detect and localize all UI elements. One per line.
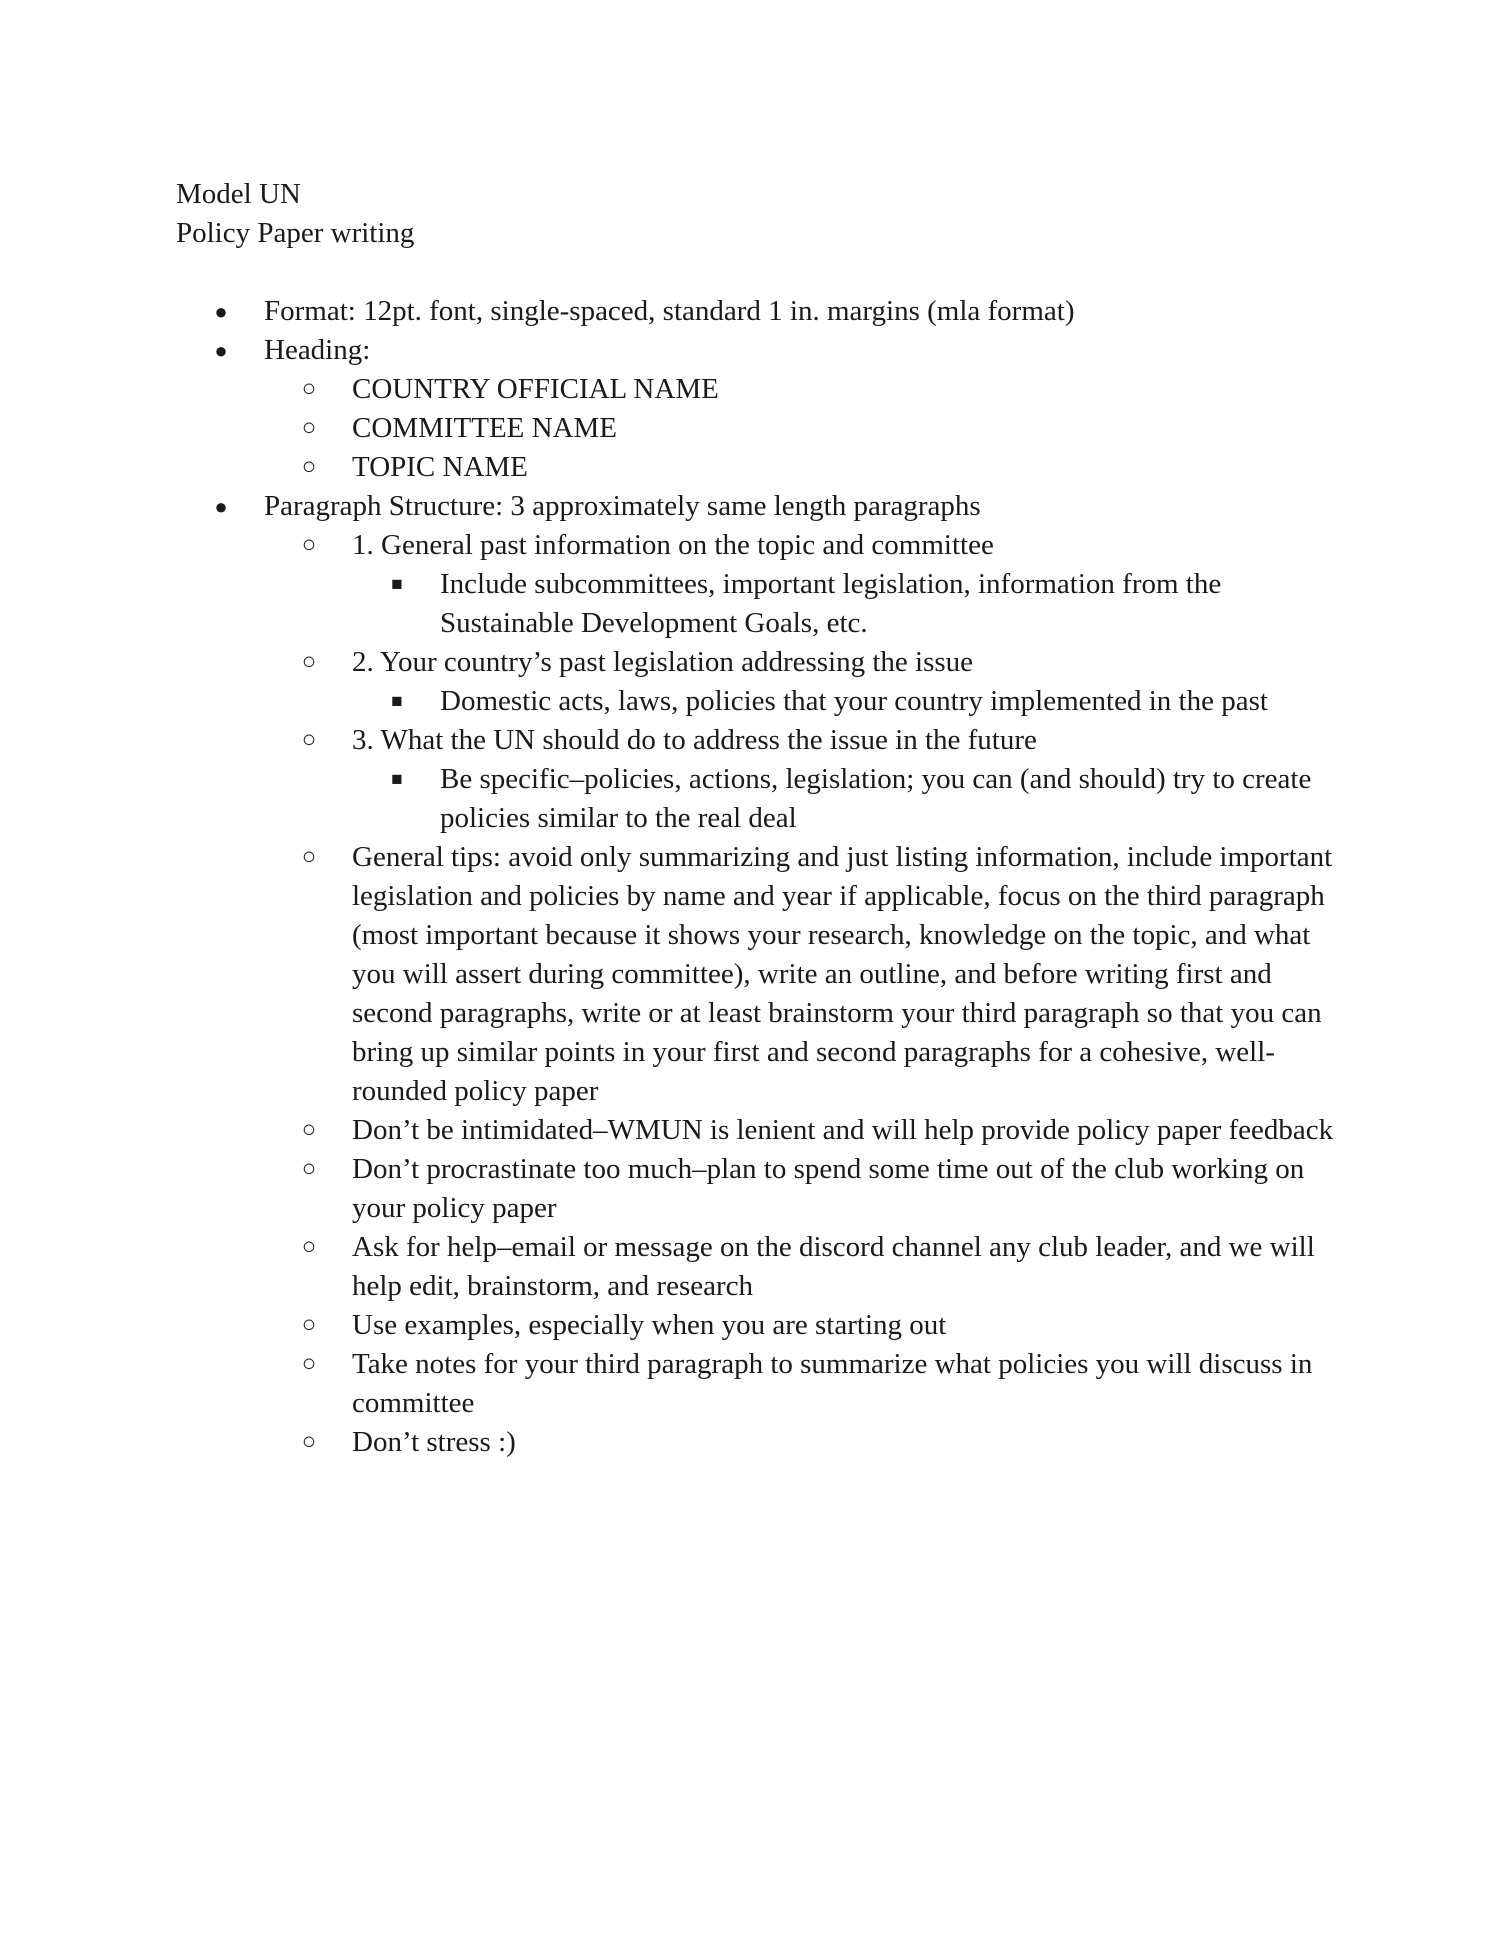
paragraph-2-detail: Domestic acts, laws, policies that your country implemented in the past xyxy=(440,685,1268,717)
list-item-tip xyxy=(264,1150,1336,1228)
list-item-tip xyxy=(264,1111,1336,1150)
tip-text: Ask for help–email or message on the discord channel any club leader, and we will help edit, brainstorm, and research xyxy=(352,1231,1315,1302)
square-bullet-icon: ■ xyxy=(391,691,403,712)
structure-sublist xyxy=(264,526,1336,1462)
circle-bullet-icon: ○ xyxy=(301,1429,317,1455)
list-item xyxy=(352,682,1336,721)
circle-bullet-icon: ○ xyxy=(301,844,317,870)
circle-bullet-icon: ○ xyxy=(301,1234,317,1260)
circle-bullet-icon: ○ xyxy=(301,1117,317,1143)
circle-bullet-icon: ○ xyxy=(301,1156,317,1182)
paragraph-3-detail: Be specific–policies, actions, legislation; you can (and should) try to create policies similar to the real deal xyxy=(440,763,1312,834)
list-item-tip xyxy=(264,1228,1336,1306)
document-page xyxy=(176,175,1336,1462)
paragraph-1-detail: Include subcommittees, important legislation, information from the Sustainable Development Goals, etc. xyxy=(440,568,1222,639)
list-item-tip xyxy=(264,1345,1336,1423)
heading-item-text: COUNTRY OFFICIAL NAME xyxy=(352,373,719,405)
paragraph-1-sublist xyxy=(352,565,1336,643)
paragraph-2-text: 2. Your country’s past legislation addressing the issue xyxy=(352,646,974,678)
document-subtitle: Policy Paper writing xyxy=(176,217,415,249)
circle-bullet-icon: ○ xyxy=(301,532,317,558)
tip-text: Use examples, especially when you are starting out xyxy=(352,1309,947,1341)
disc-bullet-icon: ● xyxy=(214,494,228,519)
tip-text: Don’t stress :) xyxy=(352,1426,516,1458)
circle-bullet-icon: ○ xyxy=(301,415,317,441)
list-item-tip xyxy=(264,1423,1336,1462)
list-item xyxy=(352,565,1336,643)
list-item xyxy=(264,370,1336,409)
tip-text: Don’t be intimidated–WMUN is lenient and will help provide policy paper feedback xyxy=(352,1114,1334,1146)
list-item-paragraph-1 xyxy=(264,526,1336,643)
list-item-tip xyxy=(264,838,1336,1111)
list-item-format xyxy=(176,292,1336,331)
circle-bullet-icon: ○ xyxy=(301,454,317,480)
list-item-tip xyxy=(264,1306,1336,1345)
circle-bullet-icon: ○ xyxy=(301,1312,317,1338)
circle-bullet-icon: ○ xyxy=(301,727,317,753)
heading-sublist xyxy=(264,370,1336,487)
heading-label: Heading: xyxy=(264,334,371,366)
disc-bullet-icon: ● xyxy=(214,299,228,324)
heading-item-text: TOPIC NAME xyxy=(352,451,528,483)
heading-item-text: COMMITTEE NAME xyxy=(352,412,618,444)
disc-bullet-icon: ● xyxy=(214,338,228,363)
main-list xyxy=(176,292,1336,1462)
list-item xyxy=(352,760,1336,838)
square-bullet-icon: ■ xyxy=(391,574,403,595)
circle-bullet-icon: ○ xyxy=(301,376,317,402)
list-item xyxy=(264,448,1336,487)
paragraph-3-text: 3. What the UN should do to address the issue in the future xyxy=(352,724,1037,756)
list-item-structure xyxy=(176,487,1336,1462)
paragraph-3-sublist xyxy=(352,760,1336,838)
list-item xyxy=(264,409,1336,448)
paragraph-1-text: 1. General past information on the topic and committee xyxy=(352,529,994,561)
circle-bullet-icon: ○ xyxy=(301,649,317,675)
structure-label: Paragraph Structure: 3 approximately same length paragraphs xyxy=(264,490,981,522)
list-item-heading xyxy=(176,331,1336,487)
format-text: Format: 12pt. font, single-spaced, standard 1 in. margins (mla format) xyxy=(264,295,1075,327)
tip-text: Don’t procrastinate too much–plan to spend some time out of the club working on your policy paper xyxy=(352,1153,1305,1224)
document-title: Model UN xyxy=(176,178,301,210)
list-item-paragraph-3 xyxy=(264,721,1336,838)
paragraph-2-sublist xyxy=(352,682,1336,721)
tip-text: Take notes for your third paragraph to summarize what policies you will discuss in committee xyxy=(352,1348,1313,1419)
circle-bullet-icon: ○ xyxy=(301,1351,317,1377)
tip-text: General tips: avoid only summarizing and just listing information, include important legislation and policies by name and year if applicable, focus on the third paragraph (most important because it shows your research, knowledge on the topic, and what you will assert during committee), write an outline, and before writing first and second paragraphs, write or at least brainstorm your third paragraph so that you can bring up similar points in your first and second paragraphs for a cohesive, well-rounded policy paper xyxy=(352,841,1333,1107)
square-bullet-icon: ■ xyxy=(391,769,403,790)
list-item-paragraph-2 xyxy=(264,643,1336,721)
